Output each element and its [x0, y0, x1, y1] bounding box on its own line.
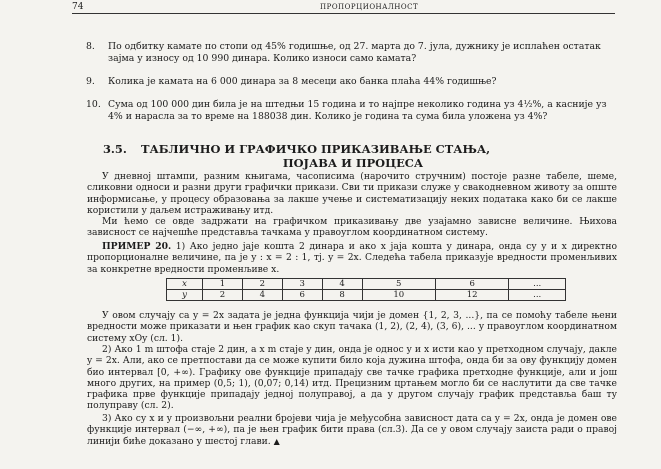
problem-text: Колика је камата на 6 000 динара за 8 месеци ако банка плаћа 44% годишње?: [108, 76, 497, 87]
problem-text: По одбитку камате по стопи од 45% годишње, од 27. марта до 7. јула, дужнику је исплаћен остатак зајма у износу од 10 990 динара. Колико износи само камата?: [108, 41, 601, 64]
values-table: [166, 278, 566, 301]
table-cell: 6: [435, 279, 508, 290]
table-cell: 4: [322, 279, 362, 290]
table-cell: 5: [362, 279, 435, 290]
problem-text: Сума од 100 000 дин била је на штедњи 15 година и то најпре неколико година уз 4½%, а касније уз 4% и нарасла за то време на 188038 дин. Колико је година та сума била уложена уз 4%?: [108, 99, 607, 122]
section-title-line2: ПОЈАВА И ПРОЦЕСА: [282, 156, 424, 170]
after-table-paragraph-1: У овом случају са y = 2x задата је једна функција чији је домен {1, 2, 3, ...}, па се помоћу табеле њени вредности може приказати и њен график као скуп тачака (1, 2), (2, 4), (3, 6), ... у правоуглом координатном систему xOy (сл. 1).: [87, 310, 617, 344]
problem-number: 8.: [86, 41, 95, 52]
table-cell: ...: [509, 290, 566, 301]
section-number: 3.5.: [103, 142, 127, 156]
intro-paragraph-1: У дневној штампи, разним књигама, часописима (нарочито стручним) постоје разне табеле, шеме, сликовни односи и разни други графички прикази. Сви ти прикази служе у свакодневном животу за опште информисање, у процесу образовања за лакше учење и систематизацију неких података како би се лакше користили у даљем истраживању итд.: [87, 171, 617, 216]
example-label: ПРИМЕР 20.: [102, 241, 172, 252]
table-header-y: y: [167, 290, 203, 301]
table-cell: ...: [509, 279, 566, 290]
table-header-x: x: [167, 279, 203, 290]
problem-number: 9.: [86, 76, 95, 87]
after-table-paragraph-3: [87, 413, 617, 447]
table-cell: 10: [362, 290, 435, 301]
table-cell: 2: [203, 290, 243, 301]
table-cell: 1: [203, 279, 243, 290]
after-table-paragraph-2: 2) Ако 1 m штофа стаје 2 дин, а x m стаје y дин, онда је однос y и x исти као у претходном случају, дакле y = 2x. Али, ако се претпостави да се може купити било која дужина штофа, онда би за ову функцију домен био интервал [0, +∞). Графику ове функције припадају све тачке графика претходне функције, али и још много других, на пример (0,5; 1), (0,07; 0,14) итд. Прецизним цртањем могло би се наслутити да све тачке графика прве функције припадају једној полуправој, а да у другом случају график представља баш ту полуправу (сл. 2).: [87, 344, 617, 412]
table-row-y: [167, 290, 566, 301]
table-cell: 3: [282, 279, 322, 290]
problem-number: 10.: [86, 99, 101, 110]
example-text: 1) Ако једно јаје кошта 2 динара и ако x јаја кошта y динара, онда су y и x директно пропорционалне величине, па је y : x = 2 : 1, тј. y = 2x. Следећа табела приказује вредности променљивих за конкретне вредности променљиве x.: [87, 241, 618, 275]
table-cell: 6: [282, 290, 322, 301]
table-cell: 2: [242, 279, 282, 290]
paragraph-text: 3) Ако су x и y произвољни реални бројеви чија је међусобна зависност дата са y = 2x, онда је домен ове функције интервал (−∞, +∞), па је њен график бити права (сл.3). Да се у овом случају заиста ради о правој линији биће доказано у шестој глави.: [87, 413, 617, 447]
table-cell: 8: [322, 290, 362, 301]
table-cell: 12: [435, 290, 508, 301]
example-paragraph: [87, 241, 617, 275]
header-rule: [72, 13, 615, 14]
table-row-x: [167, 279, 566, 290]
end-of-example-icon: ▲: [273, 436, 280, 446]
section-title-line1: ТАБЛИЧНО И ГРАФИЧКО ПРИКАЗИВАЊЕ СТАЊА,: [141, 142, 491, 156]
running-title: ПРОПОРЦИОНАЛНОСТ: [320, 3, 419, 11]
intro-paragraph-2: Ми ћемо се овде задржати на графичком приказивању две узајамно зависне величине. Њихова зависност се најчешће представља тачкама у правоуглом координатном систему.: [87, 216, 617, 239]
table-cell: 4: [242, 290, 282, 301]
page-number: 74: [72, 2, 84, 12]
